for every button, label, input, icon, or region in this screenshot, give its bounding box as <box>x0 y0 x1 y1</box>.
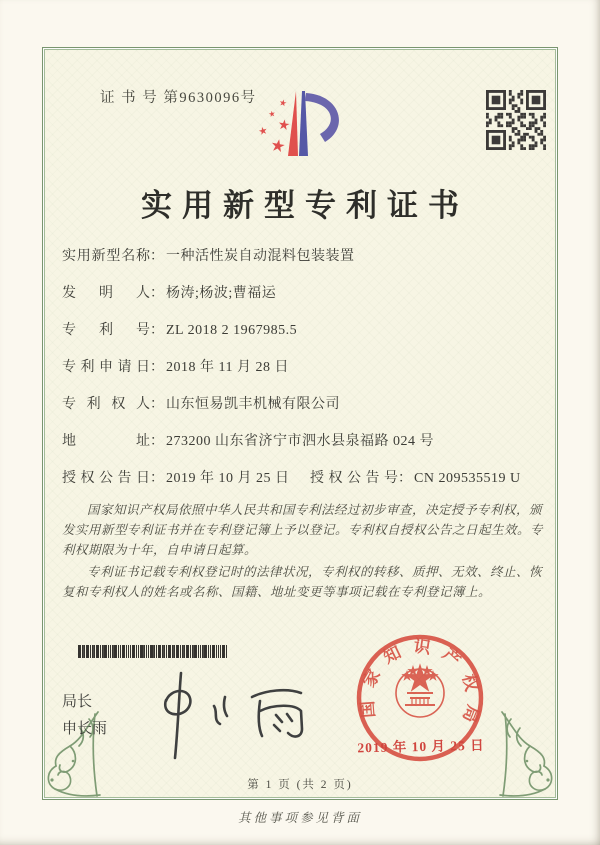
cnipa-logo-icon <box>240 83 360 177</box>
field-value: 山东恒易凯丰机械有限公司 <box>166 397 340 412</box>
field-label: 发明人 <box>62 286 150 301</box>
field-list <box>62 246 556 505</box>
field-grant-no <box>310 468 521 490</box>
field-colon: ： <box>150 286 164 301</box>
field-colon: ： <box>150 434 164 449</box>
field-value: 2018 年 11 月 28 日 <box>166 360 289 375</box>
field-colon: ： <box>150 360 164 375</box>
field-colon: ： <box>150 397 164 412</box>
field-label: 地址 <box>62 434 150 449</box>
signer-block <box>62 688 107 742</box>
field-value: 杨涛;杨波;曹福运 <box>166 286 277 301</box>
field-row-address <box>62 431 556 468</box>
seal-date: 2019 年 10 月 25 日 <box>357 737 485 756</box>
field-value: CN 209535519 U <box>414 471 521 486</box>
field-label: 专利号 <box>62 323 150 338</box>
signer-title: 局长 <box>62 693 93 710</box>
certificate-title: 实用新型专利证书 <box>141 188 469 223</box>
field-colon: ： <box>150 249 164 264</box>
field-value: 273200 山东省济宁市泗水县泉福路 024 号 <box>166 434 434 449</box>
field-label: 授权公告号 <box>310 471 398 486</box>
field-row-name <box>62 246 556 283</box>
page-number: 第 1 页 (共 2 页) <box>247 779 353 791</box>
field-label: 授权公告日 <box>62 471 150 486</box>
field-colon: ： <box>398 471 412 486</box>
field-colon: ： <box>150 323 164 338</box>
signature-handwriting <box>148 666 333 764</box>
field-colon: ： <box>150 471 164 486</box>
svg-text:国家知识产权局 <box>357 636 484 735</box>
field-value: 2019 年 10 月 25 日 <box>166 471 290 486</box>
field-label: 专利申请日 <box>62 360 150 375</box>
field-row-patentee <box>62 394 556 431</box>
field-value: 一种活性炭自动混料包装装置 <box>166 249 355 264</box>
back-note: 其他事项参见背面 <box>237 811 362 825</box>
legal-paragraph: 国家知识产权局依照中华人民共和国专利法经过初步审查，决定授予专利权，颁发实用新型专利证书并在专利登记簿上予以登记。专利权自授权公告之日起生效。专利权期限为十年，自申请日起算。 <box>62 503 544 557</box>
seal-text: 国家知识产权局 <box>357 636 484 736</box>
field-row-patent-no <box>62 320 556 357</box>
field-label: 专利权人 <box>62 397 150 412</box>
signer-name: 申长雨 <box>62 720 108 737</box>
legal-text <box>62 500 544 604</box>
legal-paragraph: 专利证书记载专利权登记时的法律状况，专利权的转移、质押、无效、终止、恢复和专利权人的姓名或名称、国籍、地址变更等事项记载在专利登记簿上。 <box>62 565 543 599</box>
barcode <box>78 645 228 658</box>
field-label: 实用新型名称 <box>62 249 150 264</box>
field-value: ZL 2018 2 1967985.5 <box>166 323 298 338</box>
qr-code <box>486 90 546 150</box>
certificate-number: 证 书 号 第9630096号 <box>100 90 257 106</box>
field-row-inventors <box>62 283 556 320</box>
field-row-filing-date <box>62 357 556 394</box>
